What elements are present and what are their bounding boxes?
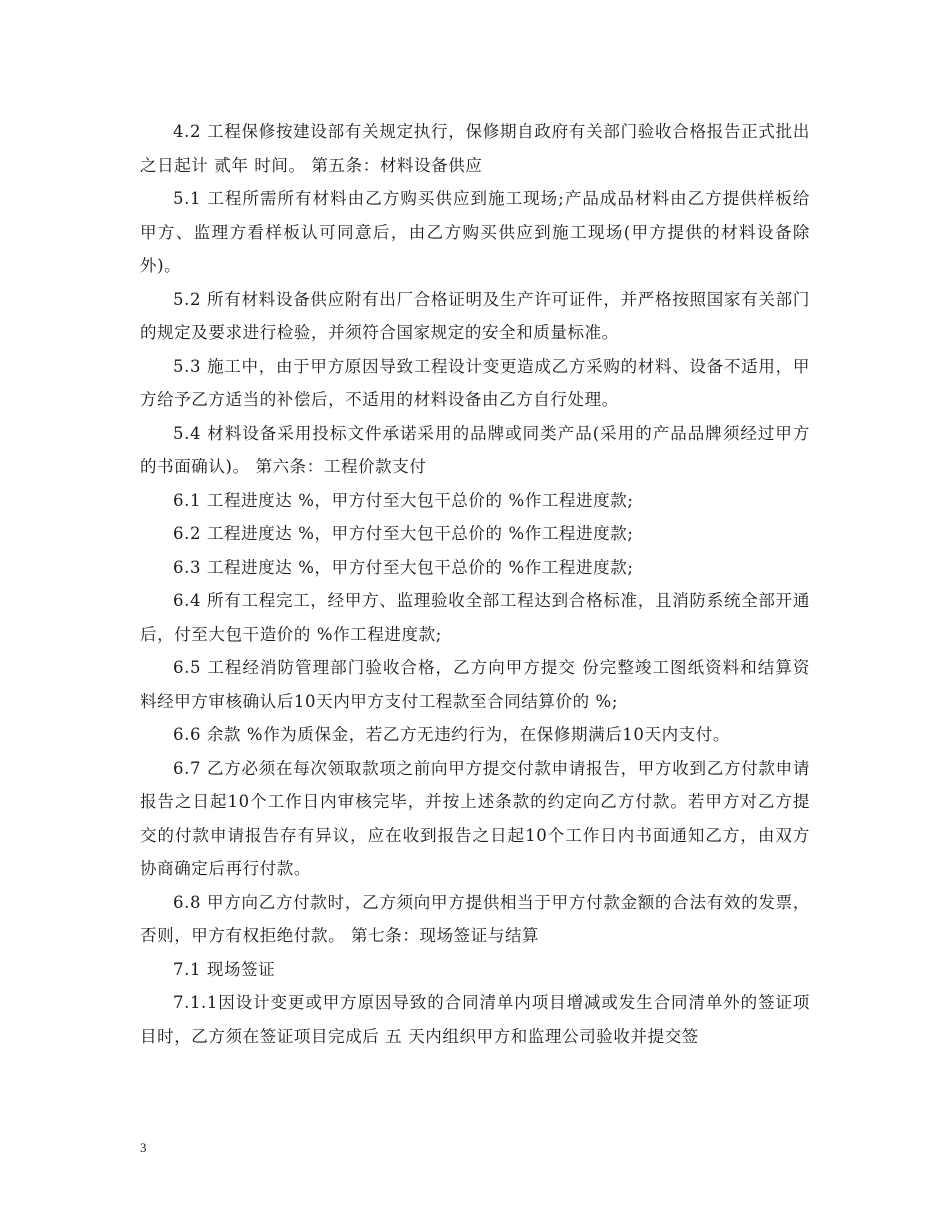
page-number: 3 [140, 1140, 147, 1155]
clause-6-2: 6.2 工程进度达 %，甲方付至大包干总价的 %作工程进度款; [173, 524, 634, 543]
clause-4-2: 4.2 工程保修按建设部有关规定执行，保修期自政府有关部门验收合格报告正式批出之日起计 贰年 时间。 第五条：材料设备供应 [140, 122, 810, 175]
clause-7-1-1: 7.1.1因设计变更或甲方原因导致的合同清单内项目增减或发生合同清单外的签证项目时，乙方须在签证项目完成后 五 天内组织甲方和监理公司验收并提交签 [140, 993, 810, 1046]
clause-6-5: 6.5 工程经消防管理部门验收合格，乙方向甲方提交 份完整竣工图纸资料和结算资料经甲方审核确认后10天内甲方支付工程款至合同结算价的 %; [140, 658, 810, 711]
clause-6-8: 6.8 甲方向乙方付款时，乙方须向甲方提供相当于甲方付款金额的合法有效的发票，否则，甲方有权拒绝付款。 第七条：现场签证与结算 [140, 892, 810, 945]
clause-6-3: 6.3 工程进度达 %，甲方付至大包干总价的 %作工程进度款; [173, 557, 634, 577]
clause-6-1: 6.1 工程进度达 %，甲方付至大包干总价的 %作工程进度款; [173, 490, 634, 510]
clause-6-7: 6.7 乙方必须在每次领取款项之前向甲方提交付款申请报告，甲方收到乙方付款申请报告之日起10个工作日内审核完毕，并按上述条款的约定向乙方付款。若甲方对乙方提交的付款申请报告存有异议，应在收到报告之日起10个工作日内书面通知乙方，由双方协商确定后再行付款。 [140, 758, 810, 878]
clause-5-3: 5.3 施工中，由于甲方原因导致工程设计变更造成乙方采购的材料、设备不适用，甲方给予乙方适当的补偿后，不适用的材料设备由乙方自行处理。 [140, 356, 810, 409]
clause-5-2: 5.2 所有材料设备供应附有出厂合格证明及生产许可证件，并严格按照国家有关部门的规定及要求进行检验，并须符合国家规定的安全和质量标准。 [140, 289, 810, 342]
clause-7-1: 7.1 现场签证 [173, 959, 276, 979]
document-body [140, 115, 810, 1053]
clause-6-6: 6.6 余款 %作为质保金，若乙方无违约行为，在保修期满后10天内支付。 [173, 725, 731, 744]
clause-5-1: 5.1 工程所需所有材料由乙方购买供应到施工现场;产品成品材料由乙方提供样板给甲方、监理方看样板认可同意后，由乙方购买供应到施工现场(甲方提供的材料设备除外)。 [140, 189, 810, 275]
clause-5-4: 5.4 材料设备采用投标文件承诺采用的品牌或同类产品(采用的产品品牌须经过甲方的书面确认)。 第六条：工程价款支付 [140, 423, 810, 476]
clause-6-4: 6.4 所有工程完工，经甲方、监理验收全部工程达到合格标准，且消防系统全部开通后，付至大包干造价的 %作工程进度款; [140, 591, 810, 644]
